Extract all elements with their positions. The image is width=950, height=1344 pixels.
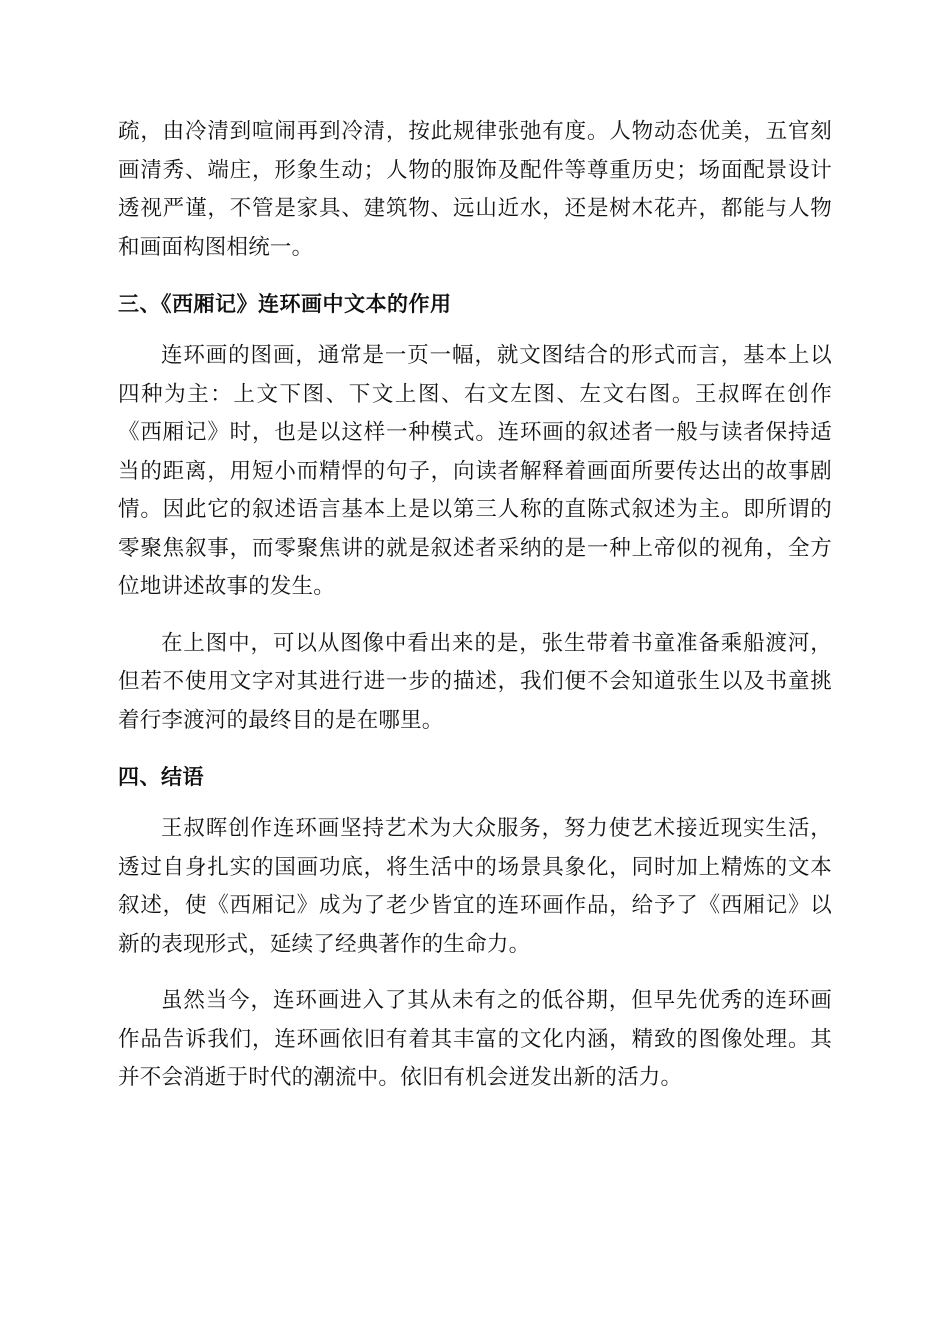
- section-3-paragraph-1: 连环画的图画，通常是一页一幅，就文图结合的形式而言，基本上以四种为主：上文下图、下文上图、右文左图、左文右图。王叔晖在创作《西厢记》时，也是以这样一种模式。连环画的叙述者一般与读者保持适当的距离，用短小而精悍的句子，向读者解释着画面所要传达出的故事剧情。因此它的叙述语言基本上是以第三人称的直陈式叙述为主。即所谓的零聚焦叙事，而零聚焦讲的就是叙述者采纳的是一种上帝似的视角，全方位地讲述故事的发生。: [118, 343, 832, 599]
- section-heading-3: 三、《西厢记》连环画中文本的作用: [118, 292, 452, 316]
- paragraph-continued: 疏，由冷清到喧闹再到冷清，按此规律张弛有度。人物动态优美，五官刻画清秀、端庄，形象生动；人物的服饰及配件等尊重历史；场面配景设计透视严谨，不管是家具、建筑物、远山近水，还是树木花卉，都能与人物和画面构图相统一。: [118, 119, 832, 260]
- section-4-paragraph-2: 虽然当今，连环画进入了其从未有之的低谷期，但早先优秀的连环画作品告诉我们，连环画依旧有着其丰富的文化内涵，精致的图像处理。其并不会消逝于时代的潮流中。依旧有机会迸发出新的活力。: [118, 988, 832, 1090]
- section-3-paragraph-2: 在上图中，可以从图像中看出来的是，张生带着书童准备乘船渡河，但若不使用文字对其进行进一步的描述，我们便不会知道张生以及书童挑着行李渡河的最终目的是在哪里。: [118, 630, 832, 733]
- section-heading-4: 四、结语: [118, 765, 204, 789]
- section-4-paragraph-1: 王叔晖创作连环画坚持艺术为大众服务，努力使艺术接近现实生活，透过自身扎实的国画功底，将生活中的场景具象化，同时加上精炼的文本叙述，使《西厢记》成为了老少皆宜的连环画作品，给予了《西厢记》以新的表现形式，延续了经典著作的生命力。: [118, 816, 832, 957]
- document-page: [118, 113, 832, 1098]
